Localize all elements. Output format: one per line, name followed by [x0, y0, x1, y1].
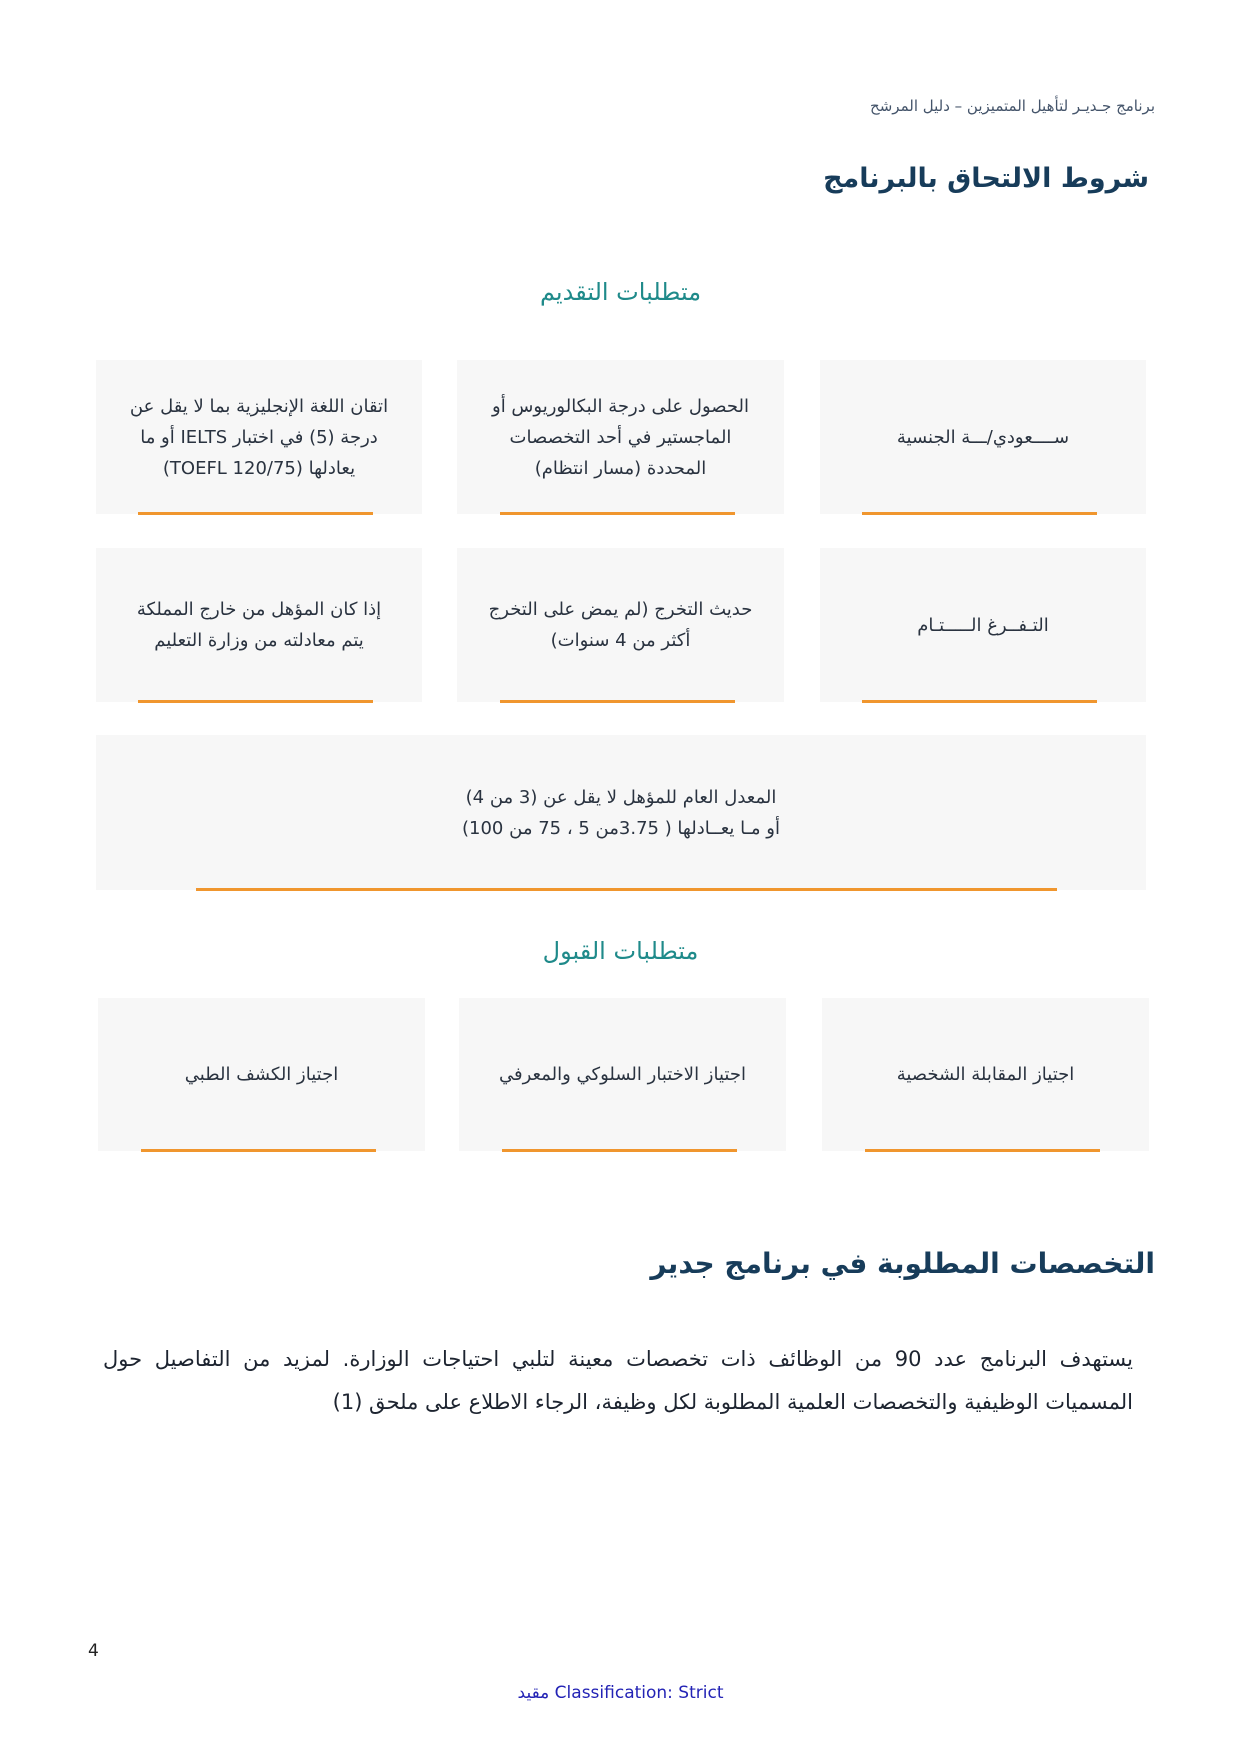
section-title-specializations: التخصصات المطلوبة في برنامج جدير	[650, 1247, 1155, 1280]
card-accent-bar	[500, 512, 735, 515]
classification-label: مقيد Classification: Strict	[517, 1683, 724, 1703]
specializations-paragraph: يستهدف البرنامج عدد 90 من الوظائف ذات تخصصات معينة لتلبي احتياجات الوزارة. لمزيد من التفاصيل حول المسميات الوظيفية والتخصصات العلمية المطلوبة لكل وظيفة، الرجاء الاطلاع على ملحق (1)	[103, 1347, 1133, 1414]
card-accent-bar	[138, 512, 373, 515]
requirement-text: التـفــرغ الـــــتـام	[917, 614, 1049, 636]
acceptance-requirements-heading: متطلبات القبول	[542, 937, 699, 965]
acceptance-card-behavioral-test	[459, 998, 786, 1151]
requirement-card-gpa	[96, 735, 1146, 890]
acceptance-card-medical	[98, 998, 425, 1151]
card-accent-bar	[141, 1149, 376, 1152]
requirement-card-nationality	[820, 360, 1146, 514]
requirement-text: ســــعودي/ـــة الجنسية	[896, 426, 1070, 448]
requirement-text: الحصول على درجة البكالوريوس أو الماجستير في أحد التخصصات المحددة (مسار انتظام)	[492, 395, 749, 479]
requirement-text: حديث التخرج (لم يمض على التخرج أكثر من 4 سنوات)	[488, 599, 753, 651]
card-accent-bar	[138, 700, 373, 703]
running-header: برنامج جـديـر لتأهيل المتميزين – دليل المرشح	[870, 97, 1155, 115]
acceptance-text: اجتياز المقابلة الشخصية	[896, 1064, 1075, 1085]
acceptance-text: اجتياز الكشف الطبي	[184, 1064, 339, 1085]
card-accent-bar	[196, 888, 1057, 891]
apply-requirements-heading: متطلبات التقديم	[539, 278, 702, 306]
card-accent-bar	[502, 1149, 737, 1152]
acceptance-card-interview	[822, 998, 1149, 1151]
requirement-card-recent-graduate	[457, 548, 784, 702]
card-accent-bar	[862, 700, 1097, 703]
card-accent-bar	[865, 1149, 1100, 1152]
acceptance-text: اجتياز الاختبار السلوكي والمعرفي	[499, 1064, 746, 1085]
gpa-text	[191, 782, 1052, 844]
requirement-text: إذا كان المؤهل من خارج المملكة يتم معادلته من وزارة التعليم	[136, 599, 382, 651]
requirement-text: اتقان اللغة الإنجليزية بما لا يقل عن درجة (5) في اختبار IELTS أو ما يعادلها (TOEFL 120/75)	[129, 395, 389, 479]
requirement-card-full-time	[820, 548, 1146, 702]
requirement-card-english	[96, 360, 422, 514]
requirement-card-equivalency	[96, 548, 422, 702]
card-accent-bar	[862, 512, 1097, 515]
gpa-line-2: أو مـا يعــادلها ( 3.75من 5 ، 75 من 100)	[462, 817, 780, 839]
page-number: 4	[88, 1641, 99, 1661]
card-accent-bar	[500, 700, 735, 703]
section-title-admission: شروط الالتحاق بالبرنامج	[823, 163, 1149, 194]
requirement-card-degree	[457, 360, 784, 514]
gpa-line-1: المعدل العام للمؤهل لا يقل عن (3 من 4)	[465, 786, 777, 808]
